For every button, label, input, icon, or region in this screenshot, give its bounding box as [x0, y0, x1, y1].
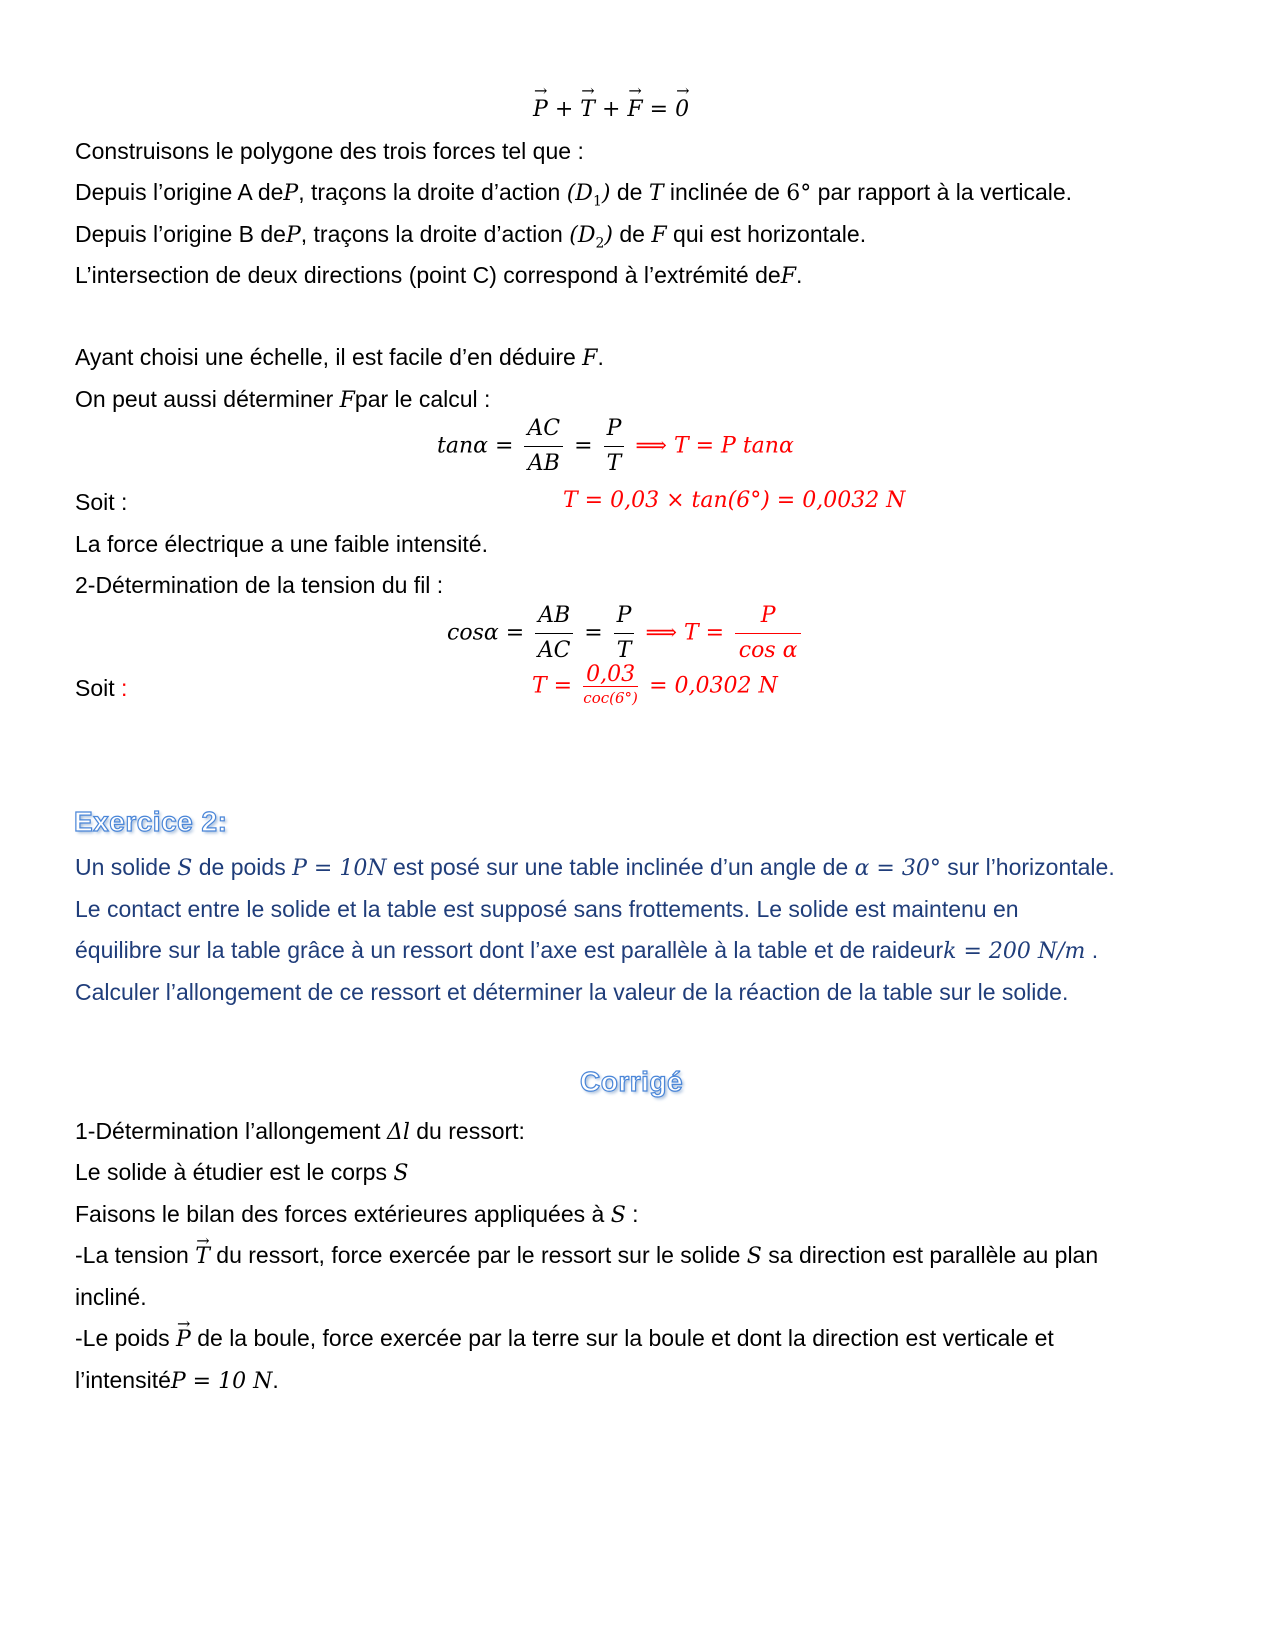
tan-result-equation: T = 0,03 × tan(6°) = 0,0032 N [563, 488, 906, 513]
text-line-intersection: L’intersection de deux directions (point C) correspond à l’extrémité deF. [75, 262, 803, 289]
fraction-ac-ab: $\frac{AC}{AB}$ [524, 414, 563, 479]
text-line-scale: Ayant choisi une échelle, il est facile d’en déduire F. [75, 344, 604, 371]
cos-equation: cosα = $\frac{AB}{AC}$ = $\frac{P}{T}$ ⟹ T = $\frac{P}{\text{cos α}}$ [447, 601, 805, 666]
text-line-d2: Depuis l’origine B deP, traçons la droite d’action $(D_2)$ de F qui est horizontale. [75, 221, 867, 252]
fraction-small: $\frac{0,03}{\text{coc(6°)}}$ [583, 662, 638, 707]
text-line-d1: Depuis l’origine A deP, traçons la droite d’action $(D_1)$ de T inclinée de 6° par rapport à la verticale. [75, 179, 1073, 210]
corrige-line-3: Faisons le bilan des forces extérieures appliquées à S : [75, 1201, 639, 1228]
fraction-p-cos: $\frac{P}{\text{cos α}}$ [735, 601, 801, 666]
fraction-p-t: $\frac{P}{T}$ [604, 414, 625, 479]
text-line-polygon: Construisons le polygone des trois forces tel que : [75, 138, 584, 164]
corrige-line-7: l’intensitéP = 10 N. [75, 1367, 279, 1394]
soit-label-2: Soit : [75, 675, 128, 701]
exercise-2-line-1: Un solide S de poids P = 10N est posé sur une table inclinée d’un angle de α = 30° sur l’horizontale. [75, 854, 1115, 881]
fraction-ab-ac: $\frac{AB}{AC}$ [535, 601, 573, 666]
corrige-heading: Corrigé [580, 1066, 684, 1097]
exercise-2-heading: Exercice 2: [74, 806, 228, 837]
soit-label-1: Soit : [75, 489, 128, 515]
corrige-line-6: -Le poids → P de la boule, force exercée par la terre sur la boule et dont la direction est verticale et [75, 1323, 1054, 1355]
corrige-line-2: Le solide à étudier est le corps S [75, 1159, 409, 1186]
cos-result-equation: T = $\frac{0,03}{\text{coc(6°)}}$ = 0,0302 N [532, 662, 778, 707]
exercise-2-line-4: Calculer l’allongement de ce ressort et déterminer la valeur de la réaction de la table sur le solide. [75, 979, 1069, 1005]
exercise-2-line-3: équilibre sur la table grâce à un ressort dont l’axe est parallèle à la table et de raideurk = 200 N/m . [75, 937, 1099, 964]
tan-equation: tanα = $\frac{AC}{AB}$ = $\frac{P}{T}$ ⟹ T = P tanα [437, 414, 794, 479]
vector-sum-equation: → P + → T + → F = → 0 [533, 97, 689, 122]
corrige-line-5: incliné. [75, 1284, 147, 1310]
text-line-calcul: On peut aussi déterminer Fpar le calcul : [75, 386, 491, 413]
corrige-line-1: 1-Détermination l’allongement Δl du ressort: [75, 1118, 525, 1145]
corrige-line-4: -La tension → T du ressort, force exercée par le ressort sur le solide S sa direction est parallèle au plan [75, 1240, 1098, 1272]
text-line-tension: 2-Détermination de la tension du fil : [75, 572, 444, 598]
exercise-2-line-2: Le contact entre le solide et la table est supposé sans frottements. Le solide est maintenu en [75, 896, 1019, 922]
fraction-p-t-cos: $\frac{P}{T}$ [614, 601, 635, 666]
text-line-faible: La force électrique a une faible intensité. [75, 531, 488, 557]
